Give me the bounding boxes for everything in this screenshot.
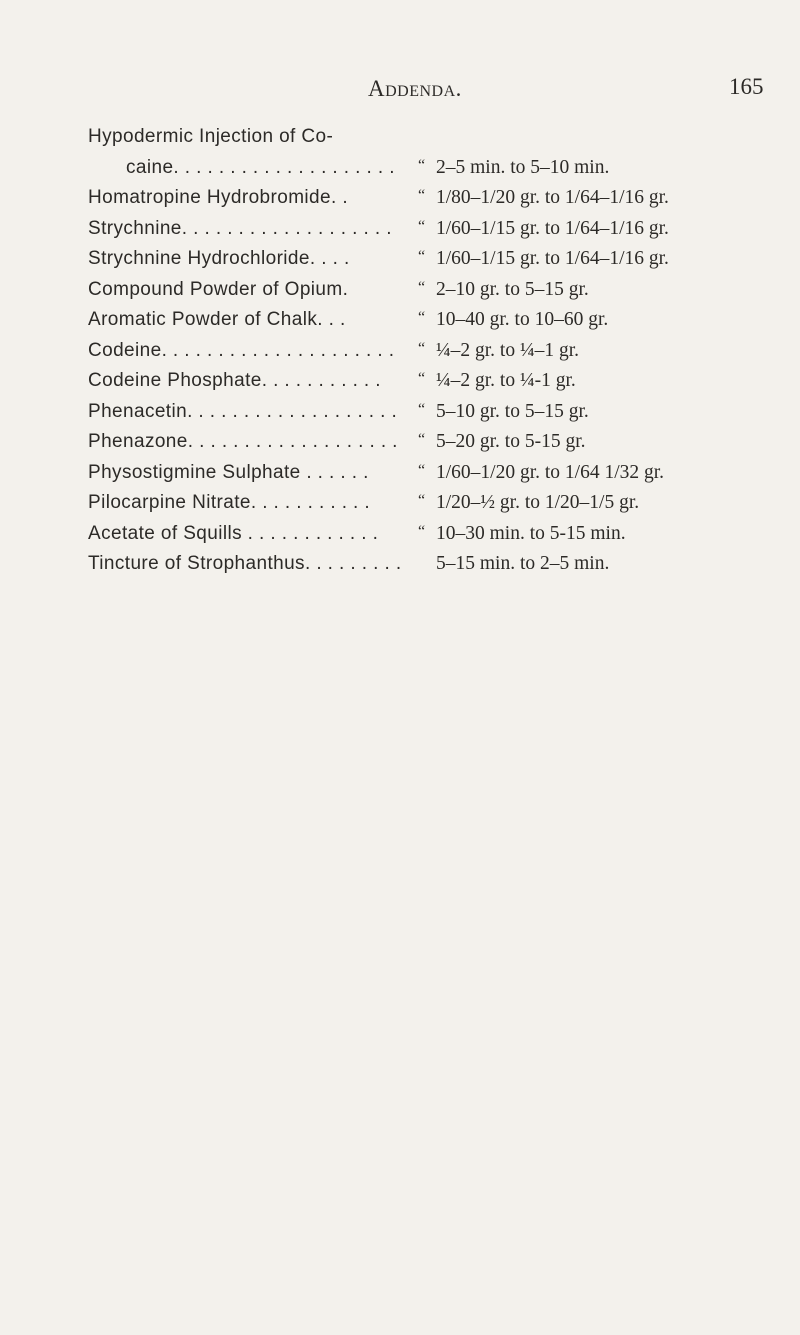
table-row <box>88 187 788 218</box>
ditto-mark: “ <box>418 339 426 357</box>
dose-range: 2–10 gr. to 5–15 gr. <box>436 278 589 300</box>
ditto-mark: “ <box>418 248 426 265</box>
drug-name: Aromatic Powder of Chalk. . . <box>88 309 346 330</box>
page-number: 165 <box>729 74 764 99</box>
drug-name: Strychnine Hydrochloride. . . . <box>88 248 350 269</box>
dose-range: ¼–2 gr. to ¼-1 gr. <box>436 370 576 391</box>
table-row <box>88 370 788 401</box>
table-row <box>88 553 788 584</box>
dose-range: 1/60–1/15 gr. to 1/64–1/16 gr. <box>436 217 669 239</box>
drug-name: Pilocarpine Nitrate. . . . . . . . . . . <box>88 492 371 513</box>
ditto-mark: “ <box>418 309 426 326</box>
table-row <box>88 218 788 249</box>
drug-name: Tincture of Strophanthus. . . . . . . . . <box>88 553 402 574</box>
dose-range: 10–30 min. to 5-15 min. <box>436 522 626 544</box>
dose-range: 5–10 gr. to 5–15 gr. <box>436 400 589 422</box>
drug-name: Strychnine. . . . . . . . . . . . . . . . . . . <box>88 217 392 239</box>
drug-name: Codeine. . . . . . . . . . . . . . . . . . . . . <box>88 339 395 361</box>
drug-name: Acetate of Squills . . . . . . . . . . . . <box>88 522 379 544</box>
table-row <box>88 523 788 554</box>
table-row <box>88 431 788 462</box>
running-head: Addenda. <box>368 76 462 101</box>
drug-name: Phenacetin. . . . . . . . . . . . . . . . . . . <box>88 400 398 422</box>
dose-range: 1/60–1/15 gr. to 1/64–1/16 gr. <box>436 248 669 269</box>
ditto-mark: “ <box>418 187 426 204</box>
table-row <box>88 248 788 279</box>
table-row <box>88 126 788 157</box>
dosage-table <box>88 126 788 584</box>
ditto-mark: “ <box>418 492 426 509</box>
table-row <box>88 340 788 371</box>
ditto-mark: “ <box>418 156 426 174</box>
dose-range: 5–15 min. to 2–5 min. <box>436 553 610 574</box>
dose-range: 1/80–1/20 gr. to 1/64–1/16 gr. <box>436 187 669 208</box>
drug-name: Compound Powder of Opium. <box>88 278 349 300</box>
dose-range: 2–5 min. to 5–10 min. <box>436 156 610 178</box>
drug-name: Codeine Phosphate. . . . . . . . . . . <box>88 370 381 391</box>
dose-range: 10–40 gr. to 10–60 gr. <box>436 309 609 330</box>
dose-range: ¼–2 gr. to ¼–1 gr. <box>436 339 580 361</box>
drug-name: Phenazone. . . . . . . . . . . . . . . . . . . <box>88 431 398 452</box>
table-row <box>88 279 788 310</box>
drug-name: Physostigmine Sulphate . . . . . . <box>88 461 369 483</box>
table-row <box>88 309 788 340</box>
ditto-mark: “ <box>418 431 426 448</box>
table-row <box>88 462 788 493</box>
ditto-mark: “ <box>418 400 426 418</box>
drug-name: Homatropine Hydrobromide. . <box>88 187 349 208</box>
dose-range: 1/20–½ gr. to 1/20–1/5 gr. <box>436 492 640 513</box>
dose-range: 5–20 gr. to 5-15 gr. <box>436 431 586 452</box>
dose-range: 1/60–1/20 gr. to 1/64 1/32 gr. <box>436 461 665 483</box>
ditto-mark: “ <box>418 522 426 540</box>
table-row <box>88 157 788 188</box>
table-row <box>88 401 788 432</box>
drug-name: Hypodermic Injection of Co- <box>88 126 334 147</box>
drug-name: caine. . . . . . . . . . . . . . . . . . . . <box>126 156 395 178</box>
table-row <box>88 492 788 523</box>
ditto-mark: “ <box>418 217 426 235</box>
ditto-mark: “ <box>418 370 426 387</box>
ditto-mark: “ <box>418 461 426 479</box>
ditto-mark: “ <box>418 278 426 296</box>
